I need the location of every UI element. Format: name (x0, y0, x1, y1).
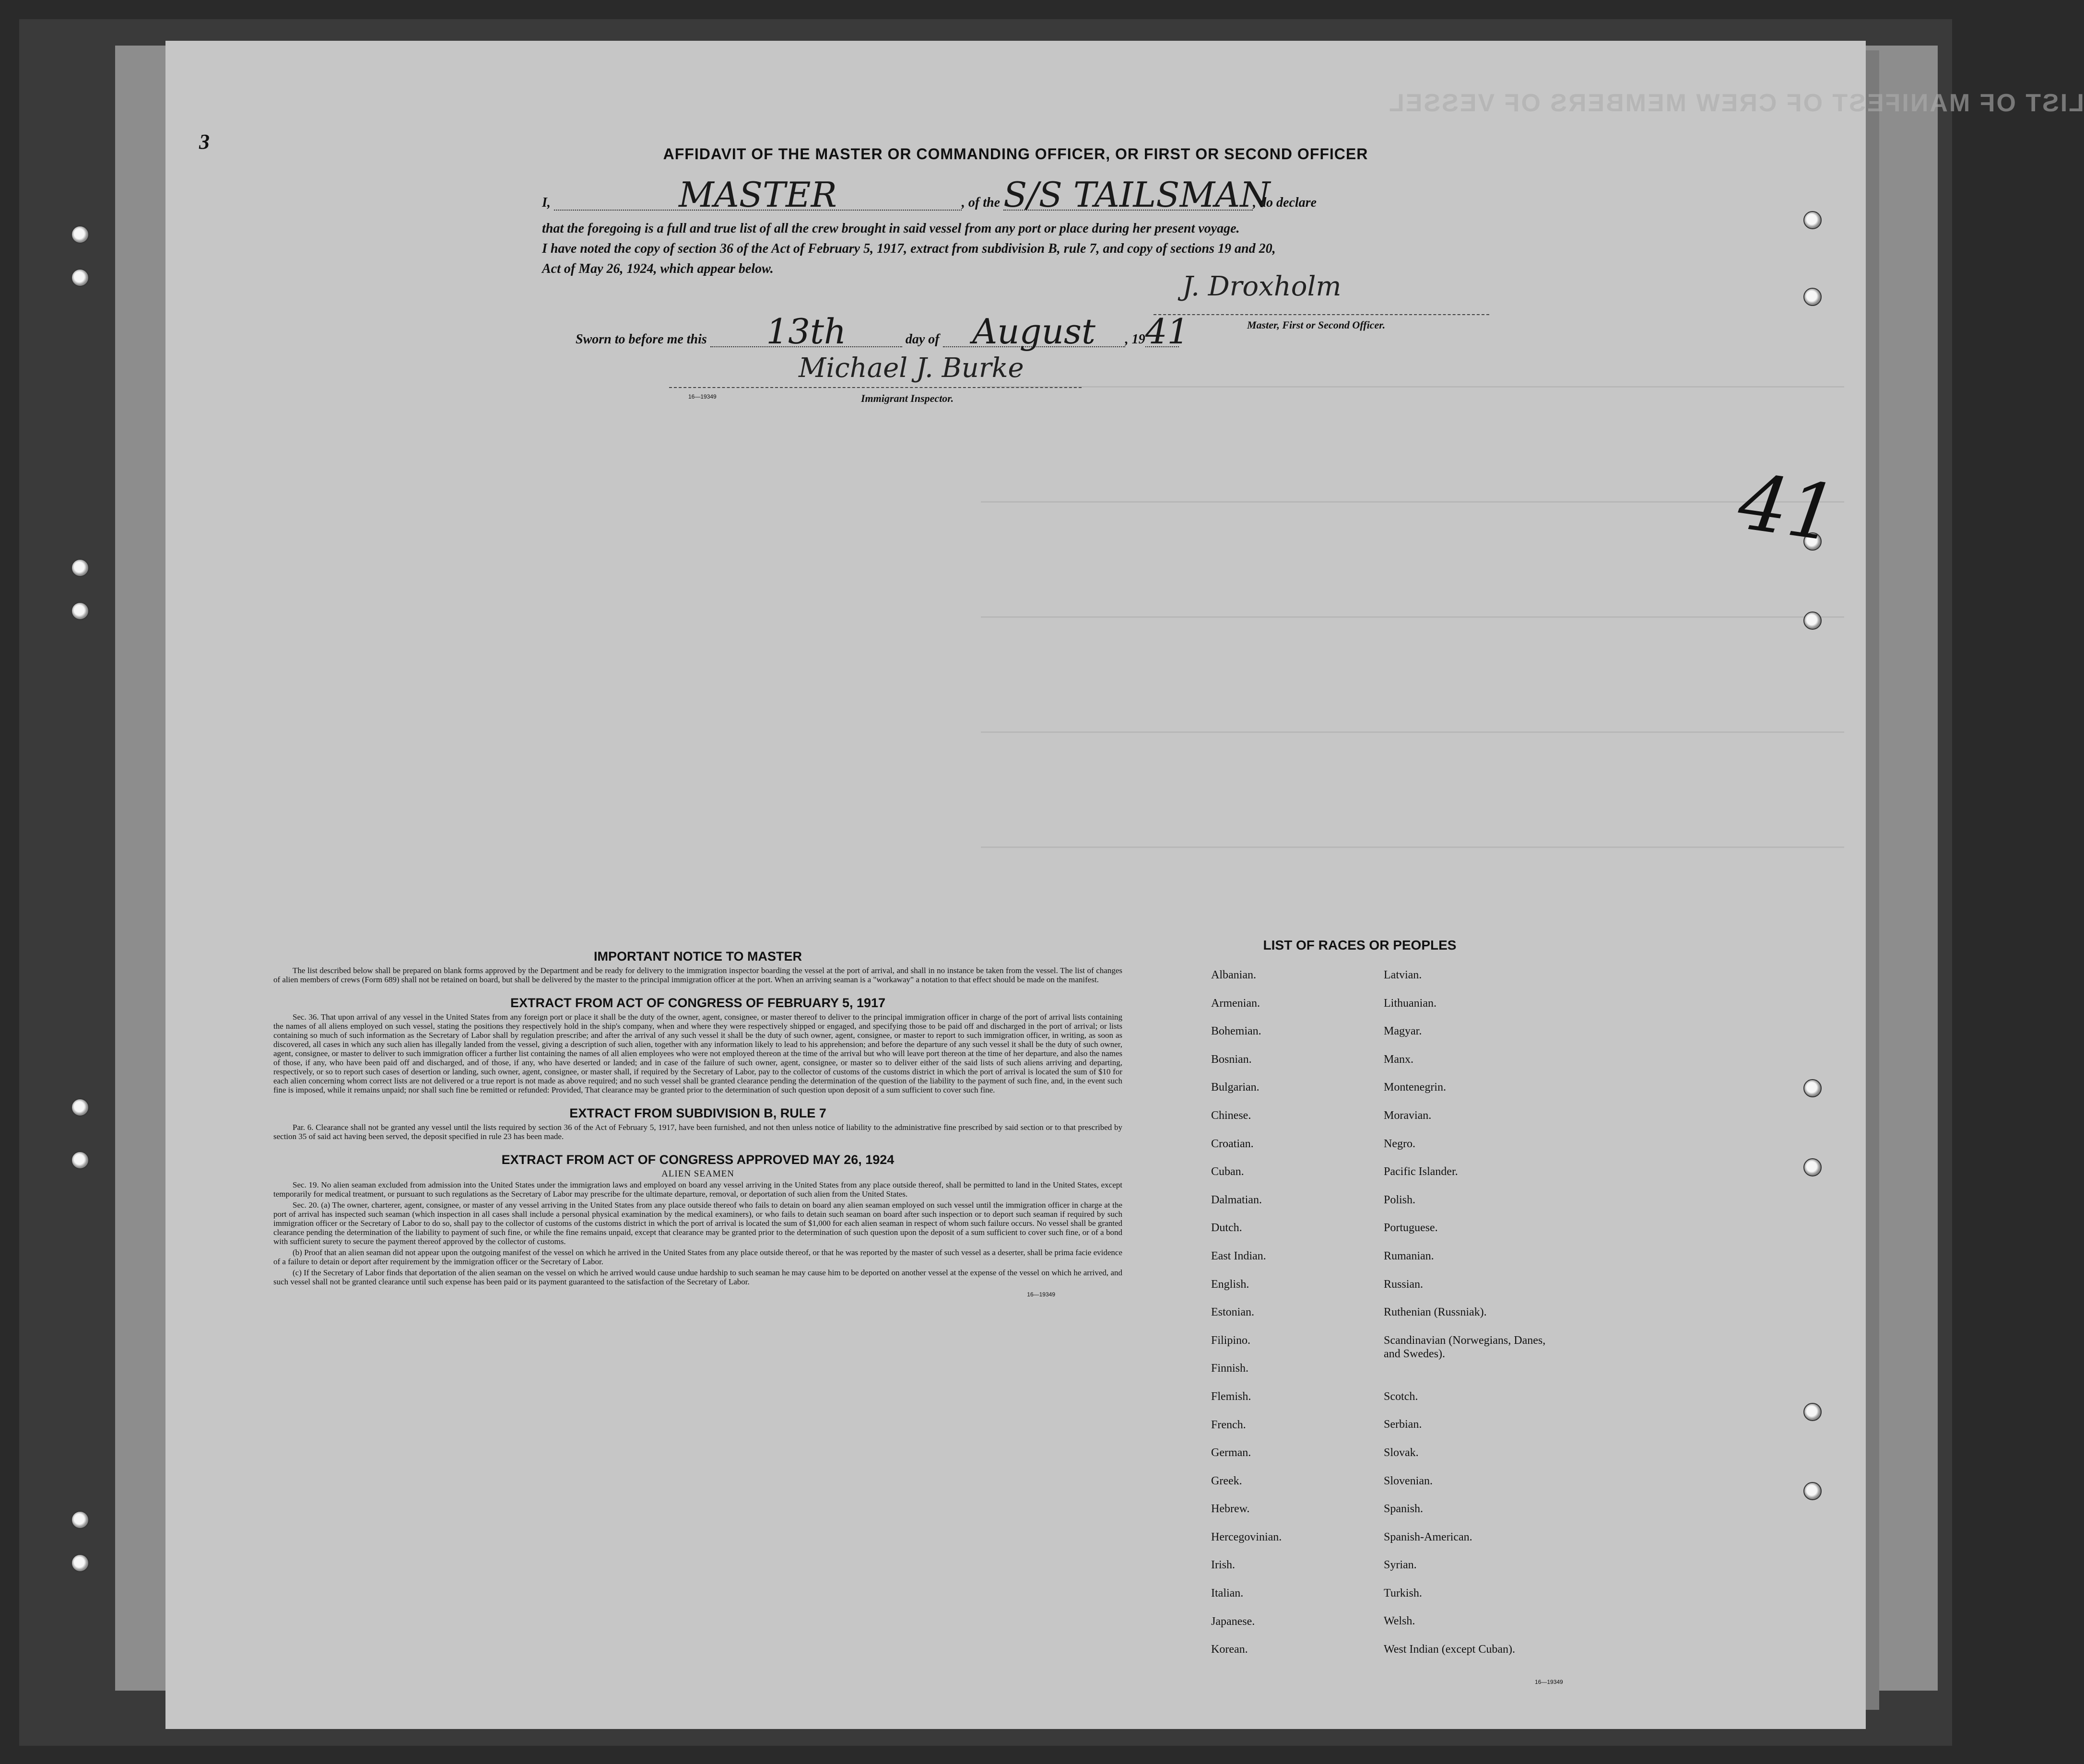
race-item: Flemish. (1211, 1390, 1251, 1403)
binder-hole (71, 1098, 89, 1117)
races-heading: LIST OF RACES OR PEOPLES (1263, 938, 1457, 953)
race-item: English. (1211, 1278, 1249, 1291)
bleed-through-rule (981, 731, 1844, 733)
binder-hole (71, 1554, 89, 1572)
notice-section (273, 949, 1122, 1299)
notice-form-number: 16—19349 (1027, 1291, 1055, 1298)
race-item: Croatian. (1211, 1137, 1254, 1150)
race-item: Scandinavian (Norwegians, Danes, and Swedes). (1384, 1334, 1546, 1360)
bleed-through-rule (981, 501, 1844, 503)
race-item: Hebrew. (1211, 1503, 1250, 1516)
race-item: Estonian. (1211, 1306, 1254, 1319)
race-item: Italian. (1211, 1587, 1244, 1600)
notice-body: The list described below shall be prepared on blank forms approved by the Department and be ready for delivery to the immigration inspector boarding the vessel at the port of arrival, and shall in no instance be taken from the vessel. The list of changes of alien members of crews (Form 689) shall not be retained on board, but shall be delivered by the master to the principal immigration officer at the port. When an arriving seaman is a "workaway" a notation to that effect should be made on the manifest. (273, 966, 1122, 984)
race-item: Japanese. (1211, 1615, 1255, 1628)
sworn-line (576, 311, 1189, 352)
sworn-year-field: 41 (1145, 311, 1189, 352)
vessel-field: S/S TAILSMAN (1003, 175, 1271, 215)
extract-rule7-heading: EXTRACT FROM SUBDIVISION B, RULE 7 (569, 1106, 826, 1120)
race-item: Russian. (1384, 1278, 1424, 1291)
binder-hole (71, 602, 89, 620)
races-section (1192, 938, 1546, 1726)
race-item: German. (1211, 1446, 1251, 1459)
form-number: 16—19349 (688, 393, 717, 400)
race-item: Dalmatian. (1211, 1193, 1262, 1206)
affidavit-title: AFFIDAVIT OF THE MASTER OR COMMANDING OFFICER, OR FIRST OR SECOND OFFICER (663, 145, 1368, 163)
races-left-column (1211, 968, 1384, 1671)
race-item: Ruthenian (Russniak). (1384, 1306, 1487, 1319)
binder-hole (71, 1511, 89, 1529)
race-item: Latvian. (1384, 969, 1422, 981)
race-item: Armenian. (1211, 997, 1260, 1010)
binder-hole (71, 225, 89, 244)
race-item: West Indian (except Cuban). (1384, 1643, 1515, 1656)
extract-rule7-body: Par. 6. Clearance shall not be granted any vessel until the lists required by section 36 of the Act of February 5, 1917, have been furnished, and not then unless notice of liability to the administrative fine prescribed by said section or to that prescribed by section 35 of said act having been served, the deposit specified in rule 23 has been made. (273, 1123, 1122, 1141)
binder-hole (71, 1151, 89, 1169)
extract-1917-heading: EXTRACT FROM ACT OF CONGRESS OF FEBRUARY 5, 1917 (510, 996, 886, 1010)
affidavit-line-1 (542, 175, 1317, 215)
race-item: Moravian. (1384, 1109, 1432, 1122)
race-item: Pacific Islander. (1384, 1165, 1458, 1178)
race-item: Hercegovinian. (1211, 1530, 1282, 1543)
races-form-number: 16—19349 (1535, 1679, 1563, 1685)
officer-label: Master, First or Second Officer. (1247, 319, 1386, 331)
punch-hole (1803, 288, 1822, 306)
race-item: French. (1211, 1418, 1246, 1431)
race-item: Negro. (1384, 1137, 1415, 1150)
sworn-day-field: 13th (710, 317, 902, 347)
race-item: Slovak. (1384, 1446, 1419, 1459)
race-item: Portuguese. (1384, 1222, 1438, 1235)
sworn-year-prefix: , 19 (1125, 332, 1145, 347)
margin-mark: 41 (1733, 456, 1843, 559)
punch-hole (1803, 211, 1822, 229)
sec20b-text: (b) Proof that an alien seaman did not appear upon the outgoing manifest of the vessel on which he arrived in the United States from any place outside thereof, or that he was reported by the master of such vessel as a deserter, shall be prima facie evidence of a failure to detain or deport after requirement by the immigration officer or the Secretary of Labor. (273, 1248, 1122, 1266)
affidavit-line-2: that the foregoing is a full and true list of all the crew brought in said vessel from any port or place during her present voyage. (542, 221, 1240, 236)
punch-hole (1803, 612, 1822, 630)
bleed-through-rule (981, 386, 1844, 388)
race-item: Montenegrin. (1384, 1081, 1446, 1094)
punch-hole (1803, 1158, 1822, 1176)
race-item: Korean. (1211, 1643, 1248, 1656)
race-item: East Indian. (1211, 1249, 1266, 1262)
race-item: Serbian. (1384, 1418, 1422, 1431)
sec19-text: Sec. 19. No alien seaman excluded from admission into the United States under the immigration laws and employed on board any vessel arriving in the United States from any place outside thereof, shall be permitted to land in the United States, except temporarily for medical treatment, or pursuant to such regulations as the Secretary of Labor may prescribe for the ultimate departure, removal, or deportation of such alien from the United States. (273, 1180, 1122, 1199)
page-edge-shadow (1866, 50, 1879, 1710)
sec20a-text: Sec. 20. (a) The owner, charterer, agent, consignee, or master of any vessel arriving in the United States from any place outside thereof who fails to detain on board any alien seaman employed on such vessel until the immigration officer in charge at the port of arrival has inspected such seaman (which inspection in all cases shall include a personal physical examination by the medical examiners), or who fails to detain such seaman on board after such inspection or to deport such seaman if required by such immigration officer or the Secretary of Labor to do so, shall pay to the collector of customs of the customs district in which the port of arrival is located the sum of $1,000 for each alien seaman in respect of whom such failure occurs. No vessel shall be granted clearance pending the determination of the liability to payment of such fine, or while the fine remains unpaid, except that clearance may be granted prior to the determination of such question upon the deposit of a sum sufficient to cover such fine, or of a bond with sufficient surety to secure the payment thereof approved by the collector of customs. (273, 1200, 1122, 1246)
inspector-signature-line (669, 387, 1082, 388)
race-item: Magyar. (1384, 1025, 1422, 1038)
officer-signature-line (1154, 314, 1489, 315)
binder-hole (71, 559, 89, 577)
line1-mid: , of the (961, 195, 1001, 210)
notice-heading: IMPORTANT NOTICE TO MASTER (594, 949, 802, 964)
race-item: Bosnian. (1211, 1053, 1252, 1066)
race-item: Syrian. (1384, 1559, 1417, 1572)
sec20c-text: (c) If the Secretary of Labor finds that deportation of the alien seaman on the vessel on which he arrived would cause undue hardship to such seaman he may cause him to be deported on another vessel at the expense of the vessel on which he arrived, and such vessel shall not be granted clearance until such expense has been paid or its payment guaranteed to the satisfaction of the Secretary of Labor. (273, 1268, 1122, 1286)
corner-mark: 3 (199, 130, 210, 153)
extract-1917-body: Sec. 36. That upon arrival of any vessel in the United States from any foreign port or place it shall be the duty of the owner, agent, consignee, or master thereof to deliver to the principal immigration officer in charge of the port of arrival lists containing the names of all aliens employed on such vessel, stating the positions they respectively hold in the ship's company, when and where they were respectively shipped or engaged, and specifying those to be paid off and discharged in the port of arrival; or lists containing so much of such information as the Secretary of Labor shall by regulation prescribe; and after the arrival of any such vessel it shall be the duty of such owner, agent, consignee, or master to report to such immigration officer, in writing, as soon as discovered, all cases in which any such alien has illegally landed from the vessel, giving a description of such alien, together with any information likely to lead to his apprehension; and before the departure of any such vessel it shall be the duty of such owner, agent, consignee, or master to deliver to such immigration officer a further list containing the names of all alien employees who were not employed thereon at the time of the arrival but who will leave port thereon at the time of her departure, and also the names of those, if any, who have been paid off and discharged, and of those, if any, who have deserted or landed; and in case of the failure of such owner, agent, consignee, or master so to deliver either of the said lists of such aliens arriving and departing, respectively, or so to report such cases of desertion or landing, such owner, agent, consignee, or master shall, if required by the Secretary of Labor, pay to the collector of customs of the customs district in which the port of arrival is located the sum of $10 for each alien concerning whom correct lists are not delivered or a true report is not made as above required; and no such vessel shall be granted clearance pending the determination of the question of the liability to the payment of such fine, and, in the event such fine is imposed, while it remains unpaid; nor shall such fine be remitted or refunded: Provided, That clearance may be granted prior to the determination of such question upon deposit of a sum sufficient to cover such fine. (273, 1012, 1122, 1094)
races-right-column (1384, 968, 1556, 1671)
affidavit-line-4: Act of May 26, 1924, which appear below. (542, 261, 774, 276)
sworn-prefix: Sworn to before me this (576, 332, 707, 347)
punch-hole (1803, 1079, 1822, 1097)
inspector-signature: Michael J. Burke (799, 353, 1024, 384)
race-item: Finnish. (1211, 1362, 1249, 1375)
race-item: Irish. (1211, 1559, 1235, 1572)
affidavit-line-3: I have noted the copy of section 36 of the Act of February 5, 1917, extract from subdivision B, rule 7, and copy of sections 19 and 20, (542, 241, 1276, 256)
officer-signature: J. Droxholm (1182, 271, 1342, 302)
race-item: Manx. (1384, 1053, 1413, 1066)
bleed-through-rule (981, 847, 1844, 848)
race-item: Cuban. (1211, 1165, 1244, 1178)
race-item: Spanish-American. (1384, 1530, 1472, 1543)
rank-field: MASTER (554, 180, 962, 211)
race-item: Greek. (1211, 1474, 1242, 1487)
manifest-page (165, 41, 2084, 1729)
alien-seamen-subheading: ALIEN SEAMEN (661, 1169, 734, 1179)
race-item: Filipino. (1211, 1334, 1251, 1347)
binder-hole (71, 269, 89, 287)
race-item: Turkish. (1384, 1587, 1422, 1599)
sworn-mid: day of (905, 332, 940, 347)
race-item: Slovenian. (1384, 1474, 1433, 1487)
line1-suffix: , do declare (1253, 195, 1317, 210)
race-item: Bulgarian. (1211, 1081, 1260, 1094)
bleed-through-rule (981, 616, 1844, 618)
race-item: Scotch. (1384, 1390, 1418, 1403)
race-item: Welsh. (1384, 1615, 1415, 1628)
race-item: Chinese. (1211, 1109, 1251, 1122)
race-item: Rumanian. (1384, 1249, 1434, 1262)
punch-hole (1803, 1403, 1822, 1421)
race-item: Polish. (1384, 1193, 1416, 1206)
race-item: Albanian. (1211, 969, 1256, 981)
punch-hole (1803, 1482, 1822, 1500)
race-item: Spanish. (1384, 1503, 1424, 1516)
race-item: Lithuanian. (1384, 997, 1436, 1010)
line1-prefix: I, (542, 195, 551, 210)
extract-1924-heading: EXTRACT FROM ACT OF CONGRESS APPROVED MAY 26, 1924 (501, 1152, 895, 1167)
sworn-month-field: August (943, 317, 1125, 347)
inspector-label: Immigrant Inspector. (861, 392, 954, 404)
race-item: Dutch. (1211, 1222, 1242, 1235)
race-item: Bohemian. (1211, 1025, 1261, 1038)
bleed-through-title: LIST OF MANIFEST OF CREW MEMBERS OF VESSEL (1387, 89, 2084, 117)
